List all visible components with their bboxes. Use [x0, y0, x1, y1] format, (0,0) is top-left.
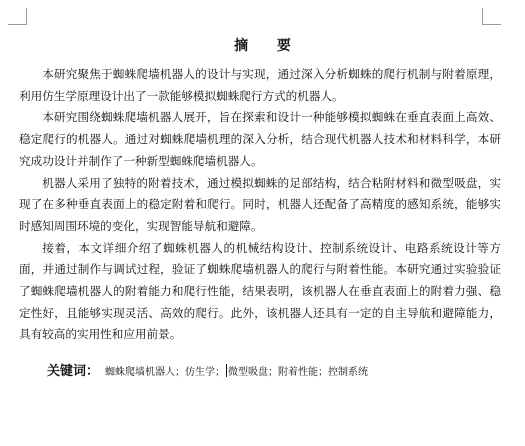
- paragraph-2[interactable]: 本研究围绕蜘蛛爬墙机器人展开，旨在探索和设计一种能够模拟蜘蛛在垂直表面上高效、稳定爬行的机器人。通过对蜘蛛爬墙机理的深入分析，结合现代机器人技术和材料科学，本研究成功设计并制作了一种新型蜘蛛爬墙机器人。: [19, 110, 501, 168]
- keywords-line[interactable]: [47, 362, 507, 383]
- paragraph-1[interactable]: 本研究聚焦于蜘蛛爬墙机器人的设计与实现，通过深入分析蜘蛛的爬行机制与附着原理，利用仿生学原理设计出了一款能够模拟蜘蛛爬行方式的机器人。: [19, 67, 501, 103]
- crop-mark-top-right: [482, 8, 501, 25]
- paragraph-3[interactable]: 机器人采用了独特的附着技术，通过模拟蜘蛛的足部结构，结合粘附材料和微型吸盘，实现了在多种垂直表面上的稳定附着和爬行。同时，机器人还配备了高精度的感知系统，能够实时感知周围环境的变化，实现智能导航和避障。: [19, 175, 501, 233]
- abstract-title: 摘 要: [234, 38, 303, 54]
- text-cursor: [226, 364, 227, 377]
- abstract-body[interactable]: [19, 64, 501, 346]
- crop-mark-top-left: [8, 8, 27, 25]
- keywords-text-part2[interactable]: 微型吸盘；附着性能；控制系统: [228, 367, 369, 378]
- keywords-label: 关键词：: [47, 364, 100, 379]
- paragraph-4[interactable]: 接着，本文详细介绍了蜘蛛机器人的机械结构设计、控制系统设计、电路系统设计等方面，并通过制作与调试过程，验证了蜘蛛爬墙机器人的爬行与附着性能。本研究通过实验验证了蜘蛛爬墙机器人的附着能力和爬行性能，结果表明，该机器人在垂直表面上的附着力强、稳定性好，且能够实现灵活、高效的爬行。此外，该机器人还具有一定的自主导航和避障能力，具有较高的实用性和应用前景。: [19, 240, 501, 342]
- keywords-text-part1[interactable]: 蜘蛛爬墙机器人；仿生学；: [105, 367, 226, 378]
